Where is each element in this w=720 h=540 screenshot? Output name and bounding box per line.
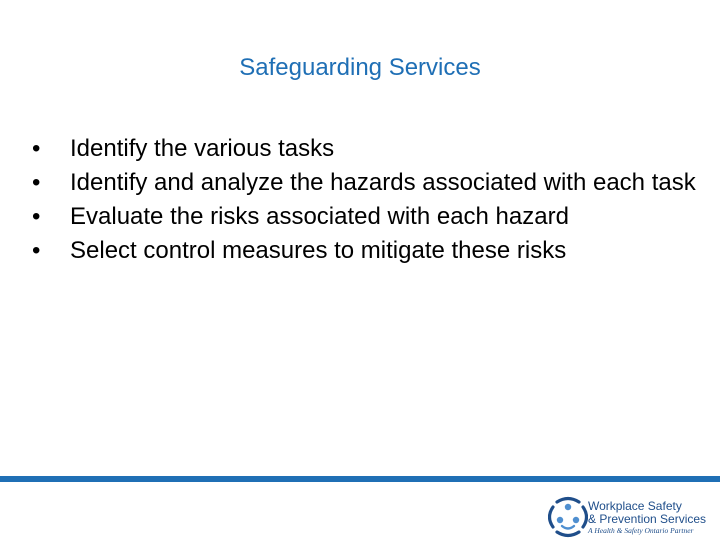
footer-divider xyxy=(0,476,720,482)
wsps-logo xyxy=(548,496,713,538)
list-item xyxy=(30,201,700,232)
bullet-dot: • xyxy=(32,135,41,162)
logo-wordmark xyxy=(588,500,714,535)
bullet-text: Identify the various tasks xyxy=(70,135,335,162)
logo-line-workplace-safety: Workplace Safety xyxy=(588,499,682,513)
wsps-logo-icon xyxy=(548,496,588,538)
bullet-dot: • xyxy=(32,169,41,196)
list-item xyxy=(30,235,700,266)
logo-tagline: A Health & Safety Ontario Partner xyxy=(588,526,694,535)
bullet-dot: • xyxy=(32,203,41,230)
bullet-list xyxy=(30,133,700,269)
bullet-text: Identify and analyze the hazards associated with each task xyxy=(70,169,696,196)
list-item xyxy=(30,167,700,198)
bullet-text: Select control measures to mitigate these risks xyxy=(70,237,567,264)
bullet-dot: • xyxy=(32,237,41,264)
list-item xyxy=(30,133,700,164)
logo-line-prevention-services: & Prevention Services xyxy=(588,512,707,526)
bullet-text: Evaluate the risks associated with each hazard xyxy=(70,203,569,230)
slide-title: Safeguarding Services xyxy=(239,54,481,81)
